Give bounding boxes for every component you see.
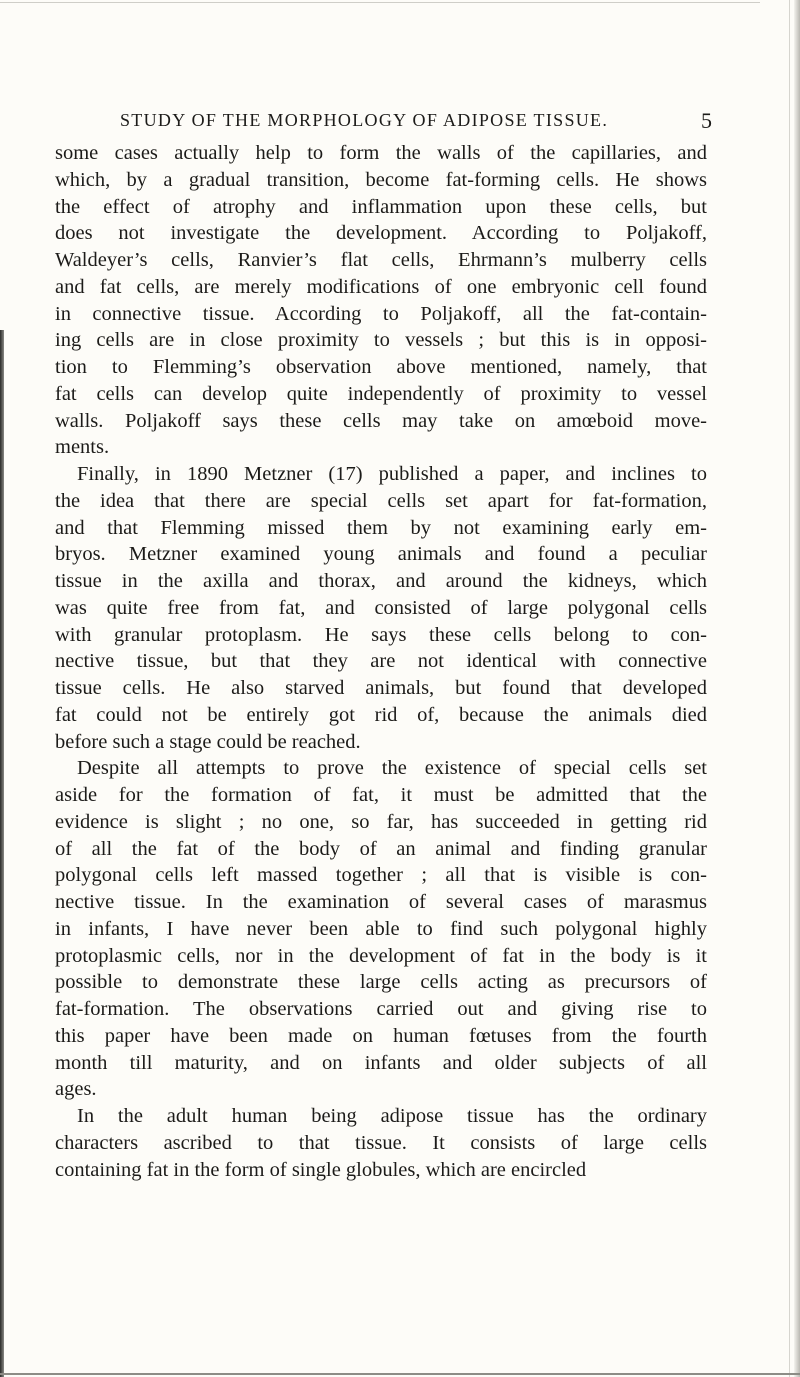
body-text: [55, 140, 707, 1183]
text-line: evidence is slight ; no one, so far, has succeeded in getting rid: [55, 810, 707, 833]
text-line: Waldeyer’s cells, Ranvier’s flat cells, Ehrmann’s mulberry cells: [55, 249, 707, 271]
scan-left-edge-shadow: [0, 330, 4, 1377]
text-line: containing fat in the form of single globules, which are encircled: [55, 1158, 587, 1181]
page-number: 5: [701, 108, 712, 133]
text-line: protoplasmic cells, nor in the development of fat in the body is it: [55, 944, 707, 967]
text-line: this paper have been made on human fœtuses from the fourth: [55, 1024, 707, 1047]
text-line: before such a stage could be reached.: [55, 730, 361, 753]
text-line: walls. Poljakoff says these cells may take on amœboid move-: [55, 409, 707, 432]
text-line: fat could not be entirely got rid of, because the animals died: [55, 703, 707, 726]
text-line: ing cells are in close proximity to vessels ; but this is in opposi-: [55, 329, 707, 352]
text-line: ments.: [55, 436, 110, 459]
text-line: of all the fat of the body of an animal and finding granular: [55, 837, 707, 860]
text-line: month till maturity, and on infants and older subjects of all: [55, 1051, 707, 1074]
text-line: ages.: [55, 1078, 97, 1101]
text-line: nective tissue. In the examination of several cases of marasmus: [55, 891, 707, 913]
text-line: polygonal cells left massed together ; all that is visible is con-: [55, 864, 707, 887]
text-line: in infants, I have never been able to find such polygonal highly: [55, 917, 707, 940]
text-line: with granular protoplasm. He says these cells belong to con-: [55, 623, 707, 646]
text-line: tissue in the axilla and thorax, and around the kidneys, which: [55, 570, 707, 592]
text-line: tion to Flemming’s observation above mentioned, namely, that: [55, 356, 707, 378]
scan-right-rule: [789, 0, 790, 1377]
scan-right-edge-shadow: [794, 0, 800, 1377]
text-line: in connective tissue. According to Poljakoff, all the fat-contain-: [55, 302, 707, 325]
text-line: the idea that there are special cells set apart for fat-formation,: [55, 489, 707, 512]
text-line: fat cells can develop quite independently of proximity to vessel: [55, 382, 707, 405]
text-line: aside for the formation of fat, it must be admitted that the: [55, 784, 707, 806]
paragraph: [55, 1103, 707, 1183]
text-line: nective tissue, but that they are not identical with connective: [55, 650, 707, 673]
scan-bottom-edge: [0, 1373, 800, 1375]
text-line: tissue cells. He also starved animals, but found that developed: [55, 677, 707, 699]
running-title: STUDY OF THE MORPHOLOGY OF ADIPOSE TISSUE.: [120, 110, 609, 130]
text-line: the effect of atrophy and inflammation upon these cells, but: [55, 195, 707, 218]
text-line: possible to demonstrate these large cells acting as precursors of: [55, 971, 707, 994]
paragraph: [55, 755, 707, 1103]
text-line: and that Flemming missed them by not examining early em-: [55, 516, 707, 539]
text-line: fat-formation. The observations carried out and giving rise to: [55, 998, 707, 1020]
text-line: characters ascribed to that tissue. It consists of large cells: [55, 1131, 707, 1154]
text-line: which, by a gradual transition, become fat-forming cells. He shows: [55, 168, 707, 191]
text-line: and fat cells, are merely modifications of one embryonic cell found: [55, 275, 707, 298]
text-line: does not investigate the development. According to Poljakoff,: [55, 222, 707, 245]
paragraph: [55, 461, 707, 755]
scan-top-edge: [0, 2, 760, 3]
running-head: [120, 110, 712, 136]
text-line: Despite all attempts to prove the existence of special cells set: [77, 757, 707, 780]
text-line: Finally, in 1890 Metzner (17) published a paper, and inclines to: [77, 463, 707, 485]
text-line: bryos. Metzner examined young animals and found a peculiar: [55, 543, 707, 566]
text-line: was quite free from fat, and consisted of large polygonal cells: [55, 596, 707, 619]
text-line: some cases actually help to form the walls of the capillaries, and: [55, 142, 707, 164]
paragraph: [55, 140, 707, 461]
text-line: In the adult human being adipose tissue has the ordinary: [77, 1105, 707, 1127]
